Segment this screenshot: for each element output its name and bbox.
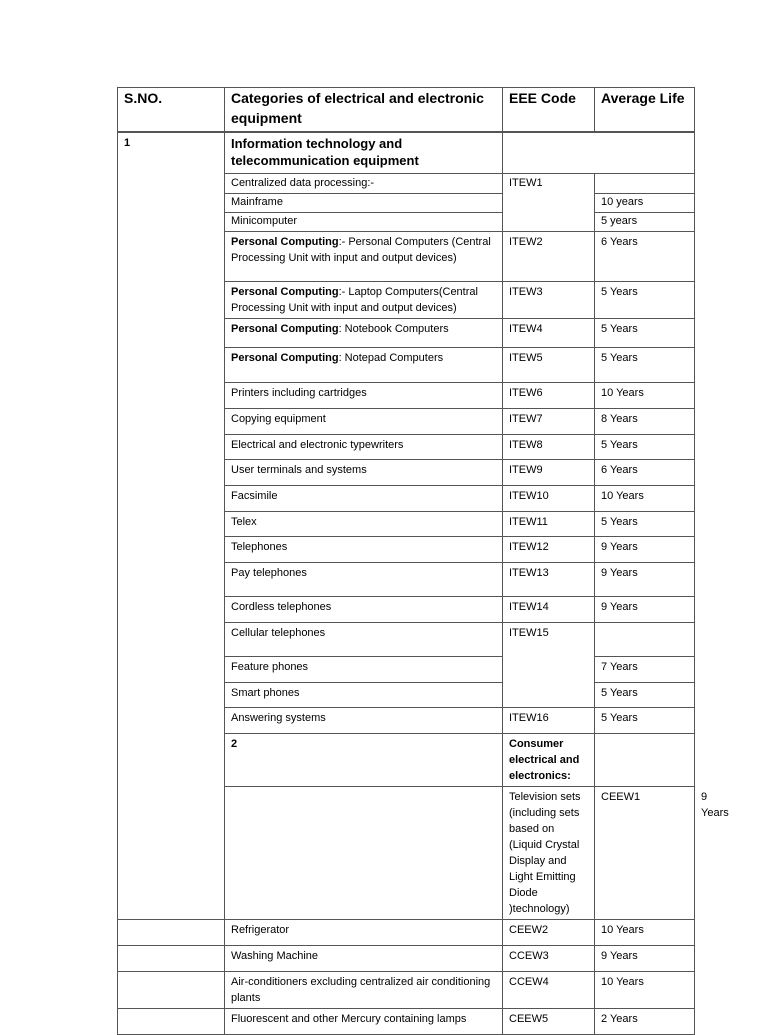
category-cell: User terminals and systems xyxy=(225,460,503,486)
table-row: Television sets (including sets based on (Liquid Crystal Display and Light Emitting Diode )technology) CEEW1 9 Years xyxy=(118,787,695,920)
category-cell: Facsimile xyxy=(225,486,503,512)
category-cell: Mainframe xyxy=(225,194,503,213)
code-cell: ITEW3 xyxy=(503,282,595,319)
empty-cell xyxy=(118,972,225,1009)
code-cell: ITEW11 xyxy=(503,512,595,537)
life-cell: 7 Years xyxy=(595,657,695,683)
category-cell: Centralized data processing:- xyxy=(225,174,503,194)
life-cell: 8 Years xyxy=(595,409,695,435)
life-cell: 5 Years xyxy=(595,512,695,537)
category-cell: Cordless telephones xyxy=(225,597,503,623)
empty-cell xyxy=(595,623,695,657)
eee-table xyxy=(117,87,729,1035)
code-cell: CCEW4 xyxy=(503,972,595,1009)
category-cell: Smart phones xyxy=(225,683,503,708)
table-header-row xyxy=(118,88,695,132)
category-cell: Cellular telephones xyxy=(225,623,503,657)
description: :- Laptop Computers(Central Processing Unit with input and output devices) xyxy=(231,286,478,314)
code-cell: ITEW10 xyxy=(503,486,595,512)
description: : Notebook Computers xyxy=(338,323,449,335)
bold-prefix: Personal Computing xyxy=(231,323,339,335)
code-cell: CEEW2 xyxy=(503,920,595,946)
code-cell: ITEW4 xyxy=(503,319,595,348)
category-cell: Answering systems xyxy=(225,708,503,734)
life-cell: 9 Years xyxy=(595,537,695,563)
section-title: Consumer electrical and electronics: xyxy=(503,734,595,787)
empty-cell xyxy=(118,1009,225,1035)
header-category: Categories of electrical and electronic equipment xyxy=(225,88,503,132)
life-cell: 5 Years xyxy=(595,282,695,319)
life-cell: 2 Years xyxy=(595,1009,695,1035)
code-cell: ITEW9 xyxy=(503,460,595,486)
life-cell: 10 Years xyxy=(595,486,695,512)
life-cell: 9 Years xyxy=(595,597,695,623)
category-cell: Copying equipment xyxy=(225,409,503,435)
code-cell: CCEW3 xyxy=(503,946,595,972)
life-cell: 5 years xyxy=(595,213,695,232)
category-cell: Television sets (including sets based on (Liquid Crystal Display and Light Emitting Diode )technology) xyxy=(503,787,595,920)
life-cell: 10 Years xyxy=(595,972,695,1009)
header-life: Average Life xyxy=(595,88,695,132)
life-cell: 5 Years xyxy=(595,683,695,708)
category-cell: Air-conditioners excluding centralized air conditioning plants xyxy=(225,972,503,1009)
category-cell: Electrical and electronic typewriters xyxy=(225,435,503,460)
code-cell: ITEW12 xyxy=(503,537,595,563)
code-cell: ITEW8 xyxy=(503,435,595,460)
category-cell: Washing Machine xyxy=(225,946,503,972)
code-cell: ITEW13 xyxy=(503,563,595,597)
table-row xyxy=(118,1009,695,1035)
empty-cell xyxy=(595,734,695,787)
empty-cell xyxy=(595,174,695,194)
life-cell: 5 Years xyxy=(595,319,695,348)
table-row xyxy=(118,946,695,972)
code-cell: ITEW1 xyxy=(503,174,595,232)
section-row xyxy=(118,132,695,174)
life-cell: 5 Years xyxy=(595,435,695,460)
category-cell: Telephones xyxy=(225,537,503,563)
life-cell: 6 Years xyxy=(595,232,695,282)
category-cell: Refrigerator xyxy=(225,920,503,946)
life-cell: 10 years xyxy=(595,194,695,213)
life-cell: 5 Years xyxy=(595,348,695,383)
life-cell: 9 Years xyxy=(595,563,695,597)
section-number: 1 xyxy=(118,132,225,920)
header-code: EEE Code xyxy=(503,88,595,132)
category-cell: Minicomputer xyxy=(225,213,503,232)
section-title: Information technology and telecommunication equipment xyxy=(225,132,503,174)
empty-cell xyxy=(503,132,695,174)
bold-prefix: Personal Computing xyxy=(231,286,339,298)
category-cell xyxy=(225,319,503,348)
empty-cell xyxy=(118,946,225,972)
category-cell xyxy=(225,282,503,319)
empty-cell xyxy=(118,920,225,946)
code-cell: ITEW7 xyxy=(503,409,595,435)
empty-cell xyxy=(225,787,503,920)
code-cell: ITEW5 xyxy=(503,348,595,383)
life-cell: 5 Years xyxy=(595,708,695,734)
code-cell: ITEW2 xyxy=(503,232,595,282)
code-cell: ITEW6 xyxy=(503,383,595,409)
category-cell: Feature phones xyxy=(225,657,503,683)
code-cell: ITEW16 xyxy=(503,708,595,734)
code-cell: CEEW5 xyxy=(503,1009,595,1035)
life-cell: 6 Years xyxy=(595,460,695,486)
category-cell: Telex xyxy=(225,512,503,537)
bold-prefix: Personal Computing xyxy=(231,236,339,248)
category-cell: Printers including cartridges xyxy=(225,383,503,409)
category-cell: Pay telephones xyxy=(225,563,503,597)
description: :- Personal Computers (Central Processing Unit with input and output devices) xyxy=(231,236,491,264)
section-number: 2 xyxy=(225,734,503,787)
category-cell xyxy=(225,348,503,383)
category-cell: Fluorescent and other Mercury containing lamps xyxy=(225,1009,503,1035)
table-row xyxy=(118,920,695,946)
bold-prefix: Personal Computing xyxy=(231,352,339,364)
life-cell: 10 Years xyxy=(595,920,695,946)
code-cell: CEEW1 xyxy=(595,787,695,920)
header-sno: S.NO. xyxy=(118,88,225,132)
category-cell xyxy=(225,232,503,282)
code-cell: ITEW14 xyxy=(503,597,595,623)
table-row xyxy=(118,972,695,1009)
code-cell: ITEW15 xyxy=(503,623,595,708)
life-cell: 9 Years xyxy=(595,946,695,972)
description: : Notepad Computers xyxy=(338,352,444,364)
life-cell: 10 Years xyxy=(595,383,695,409)
